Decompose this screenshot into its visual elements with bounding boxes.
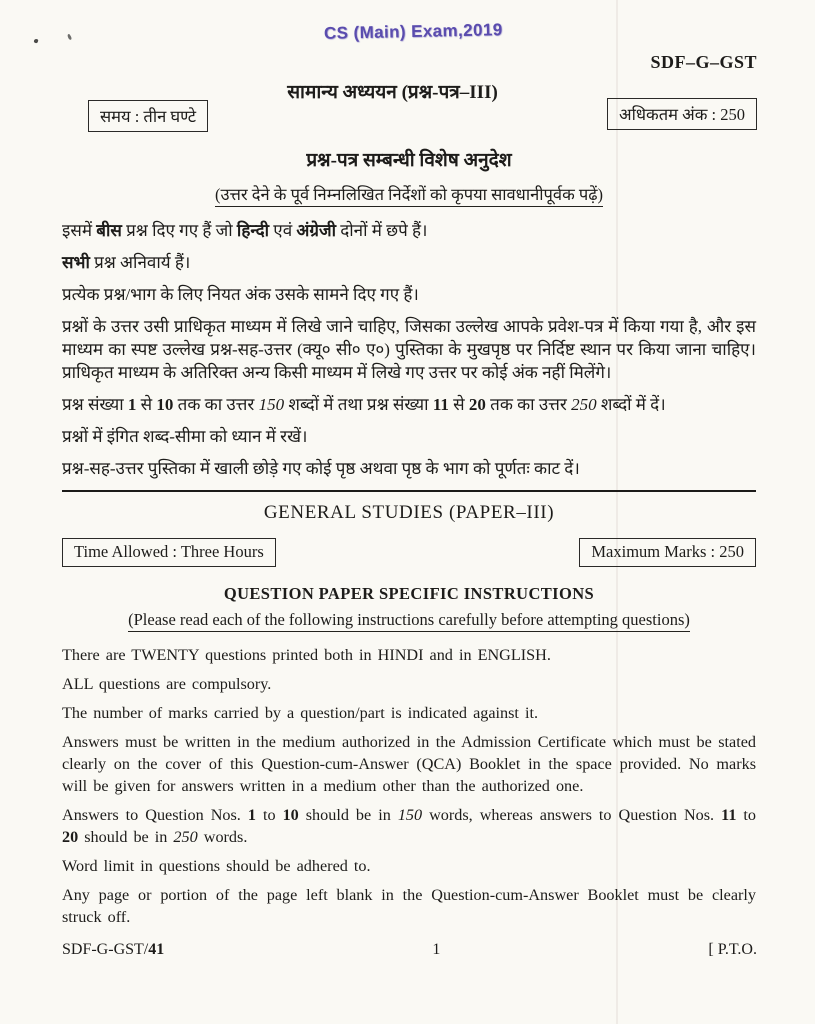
instruction-paragraph: प्रश्न संख्या 1 से 10 तक का उत्तर 150 शब्दों में तथा प्रश्न संख्या 11 से 20 तक का उत्तर 250 शब्दों में दें। [62, 395, 666, 414]
english-boxes-row [62, 538, 756, 567]
footer-pto-label: [ P.T.O. [708, 941, 757, 958]
instruction-paragraph: Answers must be written in the medium authorized in the Admission Certificate which must be stated clearly on the cover of this Question-cum-Answer (QCA) Booklet in the space provided. No marks will be given for answers written in a medium other than the authorized one. [62, 733, 756, 795]
hindi-section-subheading: (उत्तर देने के पूर्व निम्नलिखित निर्देशों को कृपया सावधानीपूर्वक पढ़ें) [215, 185, 603, 207]
instruction-paragraph: ALL questions are compulsory. [62, 675, 272, 693]
instruction-paragraph: प्रश्नों के उत्तर उसी प्राधिकृत माध्यम में लिखे जाने चाहिए, जिसका उल्लेख आपके प्रवेश-पत्र में किया गया है, और इस माध्यम का स्पष्ट उल्लेख प्रश्न-सह-उत्तर (क्यू० सी० ए०) पुस्तिका के मुखपृष्ठ पर निर्दिष्ट स्थान पर किया जाना चाहिए। प्राधिकृत माध्यम के अतिरिक्त अन्य किसी माध्यम में लिखे गए उत्तर पर कोई अंक नहीं मिलेंगे। [62, 317, 756, 382]
instruction-paragraph: Any page or portion of the page left blank in the Question-cum-Answer Booklet must be clearly struck off. [62, 886, 756, 926]
instruction-paragraph: प्रश्नों में इंगित शब्द-सीमा को ध्यान में रखें। [62, 427, 308, 446]
hindi-paper-title: सामान्य अध्ययन (प्रश्न-पत्र–III) [287, 82, 498, 103]
instruction-paragraph: इसमें बीस प्रश्न दिए गए हैं जो हिन्दी एवं अंग्रेजी दोनों में छपे हैं। [62, 221, 428, 240]
instruction-paragraph: सभी प्रश्न अनिवार्य हैं। [62, 253, 191, 272]
footer-page-number: 1 [432, 941, 441, 958]
instruction-paragraph: Answers to Question Nos. 1 to 10 should be in 150 words, whereas answers to Question Nos. 11 to 20 should be in 250 words. [62, 806, 757, 846]
paper-code: SDF–G–GST [650, 52, 757, 72]
instruction-paragraph: Word limit in questions should be adhered to. [62, 857, 371, 875]
instruction-paragraph: There are TWENTY questions printed both in HINDI and in ENGLISH. [62, 646, 551, 664]
hindi-maximum-marks-box: अधिकतम अंक : 250 [607, 98, 757, 130]
english-maximum-marks-box: Maximum Marks : 250 [579, 538, 756, 567]
hindi-instructions-list [62, 219, 756, 480]
page-footer [62, 941, 757, 959]
hindi-section-subheading-row [62, 182, 756, 205]
footer-booklet-code: SDF-G-GST/41 [62, 941, 165, 958]
english-paper-title: GENERAL STUDIES (PAPER–III) [263, 502, 555, 523]
section-divider-rule [62, 490, 756, 492]
instruction-paragraph: प्रश्न-सह-उत्तर पुस्तिका में खाली छोड़े गए कोई पृष्ठ अथवा पृष्ठ के भाग को पूर्णतः काट दें। [62, 459, 580, 478]
english-section-subheading: (Please read each of the following instructions carefully before attempting questions) [128, 610, 690, 632]
scan-speck [33, 38, 38, 43]
instruction-paragraph: The number of marks carried by a question/part is indicated against it. [62, 704, 539, 722]
english-instructions-list [62, 644, 756, 928]
scan-speck [67, 34, 72, 41]
exam-stamp: CS (Main) Exam,2019 [323, 20, 503, 43]
hindi-time-allowed-box: समय : तीन घण्टे [88, 100, 208, 132]
instruction-paragraph: प्रत्येक प्रश्न/भाग के लिए नियत अंक उसके सामने दिए गए हैं। [62, 285, 419, 304]
english-section-heading: QUESTION PAPER SPECIFIC INSTRUCTIONS [223, 584, 595, 603]
english-section-subheading-row [62, 610, 756, 630]
page-content [62, 146, 756, 935]
english-time-allowed-box: Time Allowed : Three Hours [62, 538, 276, 567]
hindi-section-heading: प्रश्न-पत्र सम्बन्धी विशेष अनुदेश [306, 150, 512, 171]
